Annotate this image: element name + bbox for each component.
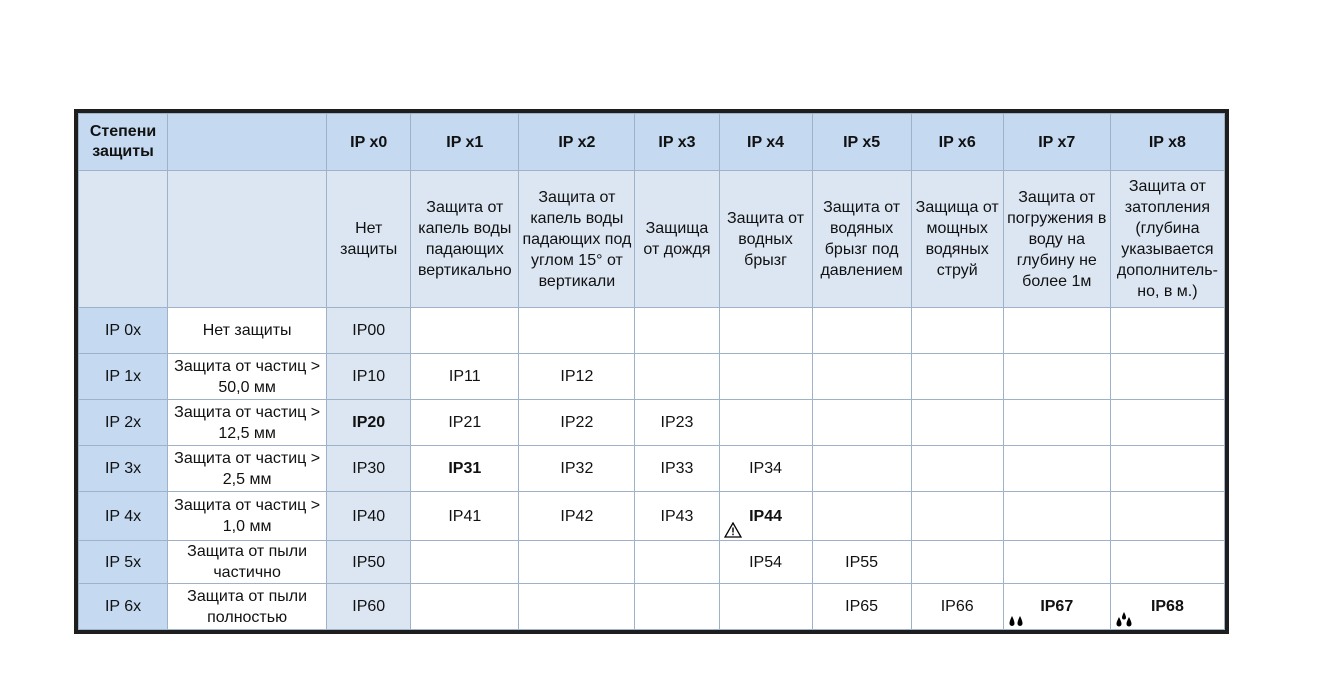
rating-cell-content [1113,541,1222,583]
rating-cell-content [815,492,909,540]
rating-cell [812,354,911,400]
rating-cell-content [914,541,1001,583]
rating-cell [519,308,635,354]
row-code: IP 5x [79,541,168,584]
rating-code: IP44 [749,507,782,525]
rating-cell-content [914,354,1001,399]
rating-cell [635,492,719,541]
column-description: Защита от погружения в воду на глубину не более 1м [1003,171,1110,308]
rating-code: IP41 [448,507,482,525]
rating-code: IP30 [352,460,386,477]
rating-cell [812,446,911,492]
rating-cell-content [1006,446,1108,491]
column-description: Защита от капель воды падающих вертикально [411,171,519,308]
column-header: IP x1 [411,114,519,171]
rating-code: IP55 [845,553,879,571]
column-description: Защита от водяных брызг под давлением [812,171,911,308]
rating-cell [327,400,411,446]
rating-cell-content [722,400,810,445]
rating-cell [519,541,635,584]
column-description: Защита от водных брызг [719,171,812,308]
rating-cell-content [521,492,632,540]
rating-cell [635,446,719,492]
rating-cell-content [521,354,632,399]
column-description: Защища от мощных водяных струй [911,171,1003,308]
rating-code: IP34 [749,460,782,477]
rating-code: IP43 [660,507,694,525]
rating-cell [411,492,519,541]
column-header: IP x3 [635,114,719,171]
rating-cell [911,492,1003,541]
rating-cell [635,354,719,400]
column-header: IP x8 [1110,114,1224,171]
rating-cell-content [329,584,408,629]
row-code: IP 6x [79,584,168,630]
row-code: IP 1x [79,354,168,400]
blank-header-cell [168,114,327,171]
rating-cell [635,584,719,630]
rating-cell-content [329,400,408,445]
rating-code: IP20 [352,414,386,431]
rating-cell [411,400,519,446]
warning-triangle-icon [724,522,742,538]
rating-cell-content [637,308,716,353]
row-code: IP 3x [79,446,168,492]
rating-cell-content [413,446,516,491]
column-header: IP x5 [812,114,911,171]
rating-code: IP32 [560,460,594,477]
rating-cell [635,541,719,584]
rating-cell-content [329,446,408,491]
table-row [79,446,1225,492]
rating-cell-content [329,354,408,399]
rating-cell [327,584,411,630]
rating-code: IP11 [448,368,481,385]
table-row [79,308,1225,354]
rating-cell [1003,354,1110,400]
rating-cell-content [521,308,632,353]
rating-cell [1003,492,1110,541]
rating-cell-content [1113,446,1222,491]
rating-cell-content [637,492,716,540]
rating-cell [1110,308,1224,354]
rating-code: IP68 [1150,598,1184,615]
rating-cell [635,400,719,446]
table-row [79,584,1225,630]
table-row [79,492,1225,541]
rating-cell-content [1006,541,1108,583]
rating-cell-content [722,492,810,540]
rating-cell-content [914,584,1001,629]
rating-cell-content [1006,584,1108,629]
row-label: Нет защиты [168,308,327,354]
column-header: IP x4 [719,114,812,171]
rating-cell [411,584,519,630]
rating-code: IP67 [1040,598,1074,615]
rating-cell [911,541,1003,584]
rating-cell [519,446,635,492]
rating-code: IP66 [940,598,974,615]
three-drops-icon [1115,611,1133,627]
rating-cell [911,354,1003,400]
rating-cell-content [637,354,716,399]
rating-cell-content [413,400,516,445]
rating-cell [812,584,911,630]
rating-cell [1003,584,1110,630]
rating-code: IP12 [560,368,594,385]
rating-cell-content [815,446,909,491]
rating-code: IP21 [448,414,482,431]
ip-protection-table [78,113,1225,630]
rating-cell [327,492,411,541]
row-label: Защита от пыли частично [168,541,327,584]
column-description: Защита от затопления (глубина указывается дополнитель-но, в м.) [1110,171,1224,308]
description-row-blank [168,171,327,308]
column-description: Защита от капель воды падающих под углом 15° от вертикали [519,171,635,308]
rating-cell-content [914,492,1001,540]
rating-cell [1110,584,1224,630]
rating-cell [719,354,812,400]
rating-cell [911,400,1003,446]
row-code: IP 0x [79,308,168,354]
rating-cell-content [1006,492,1108,540]
column-description: Нет защиты [327,171,411,308]
description-row [79,171,1225,308]
rating-cell [812,541,911,584]
rating-code: IP60 [352,598,386,615]
column-header: IP x2 [519,114,635,171]
rating-cell-content [914,400,1001,445]
rating-cell [719,541,812,584]
rating-cell-content [413,308,516,353]
corner-header-label: Степени защиты [89,123,157,160]
rating-code: IP50 [352,553,386,571]
rating-cell [719,584,812,630]
rating-cell-content [1006,308,1108,353]
rating-cell-content [815,308,909,353]
rating-cell [1003,308,1110,354]
rating-cell [1003,541,1110,584]
rating-cell-content [815,400,909,445]
rating-cell [1110,446,1224,492]
rating-cell [327,308,411,354]
rating-cell-content [1113,354,1222,399]
rating-cell [719,400,812,446]
rating-code: IP42 [560,507,594,525]
rating-cell [1110,492,1224,541]
rating-cell [911,446,1003,492]
rating-cell-content [1006,354,1108,399]
rating-code: IP10 [352,368,386,385]
rating-cell-content [815,354,909,399]
rating-cell [519,492,635,541]
rating-cell [411,308,519,354]
rating-cell [719,308,812,354]
rating-cell-content [637,400,716,445]
rating-cell-content [413,492,516,540]
rating-cell-content [637,584,716,629]
row-code: IP 4x [79,492,168,541]
rating-cell-content [815,541,909,583]
column-header: IP x7 [1003,114,1110,171]
rating-cell-content [1113,492,1222,540]
two-drops-icon [1008,611,1026,627]
table-row [79,541,1225,584]
rating-cell-content [521,446,632,491]
row-label: Защита от частиц > 2,5 мм [168,446,327,492]
rating-cell [1003,446,1110,492]
row-label: Защита от пыли полностью [168,584,327,630]
rating-cell [1003,400,1110,446]
rating-cell [411,446,519,492]
rating-cell [719,492,812,541]
rating-cell [911,308,1003,354]
header-row [79,114,1225,171]
rating-cell-content [722,446,810,491]
rating-cell-content [413,584,516,629]
rating-cell-content [521,584,632,629]
rating-cell-content [1006,400,1108,445]
rating-cell [519,400,635,446]
rating-cell [1110,400,1224,446]
rating-cell-content [329,541,408,583]
table-frame [74,109,1229,634]
rating-code: IP31 [448,460,482,477]
rating-cell-content [914,308,1001,353]
rating-cell [327,354,411,400]
rating-cell-content [722,541,810,583]
rating-cell [411,541,519,584]
rating-cell [327,541,411,584]
row-label: Защита от частиц > 1,0 мм [168,492,327,541]
rating-cell-content [722,308,810,353]
row-code: IP 2x [79,400,168,446]
rating-cell [519,584,635,630]
rating-cell [812,308,911,354]
rating-cell-content [1113,400,1222,445]
rating-cell [1110,354,1224,400]
column-header: IP x6 [911,114,1003,171]
rating-code: IP65 [845,598,879,615]
rating-cell-content [413,541,516,583]
rating-code: IP22 [560,414,594,431]
rating-cell-content [521,541,632,583]
rating-cell-content [637,541,716,583]
rating-cell [635,308,719,354]
rating-cell [911,584,1003,630]
rating-cell [812,400,911,446]
rating-cell-content [722,354,810,399]
rating-cell-content [413,354,516,399]
column-description: Защища от дождя [635,171,719,308]
rating-code: IP54 [749,553,782,571]
rating-cell [1110,541,1224,584]
row-label: Защита от частиц > 50,0 мм [168,354,327,400]
rating-cell-content [329,492,408,540]
rating-cell-content [1113,308,1222,353]
rating-cell [812,492,911,541]
corner-header-cell [79,114,168,171]
rating-cell-content [815,584,909,629]
row-label: Защита от частиц > 12,5 мм [168,400,327,446]
rating-code: IP00 [352,322,386,339]
column-header: IP x0 [327,114,411,171]
rating-cell [327,446,411,492]
table-row [79,400,1225,446]
rating-code: IP23 [660,414,694,431]
rating-cell [719,446,812,492]
rating-cell-content [329,308,408,353]
rating-cell-content [914,446,1001,491]
rating-cell-content [722,584,810,629]
rating-cell-content [637,446,716,491]
rating-cell-content [1113,584,1222,629]
rating-code: IP40 [352,507,386,525]
rating-cell-content [521,400,632,445]
rating-cell [519,354,635,400]
rating-code: IP33 [660,460,694,477]
table-row [79,354,1225,400]
rating-cell [411,354,519,400]
description-row-head [79,171,168,308]
